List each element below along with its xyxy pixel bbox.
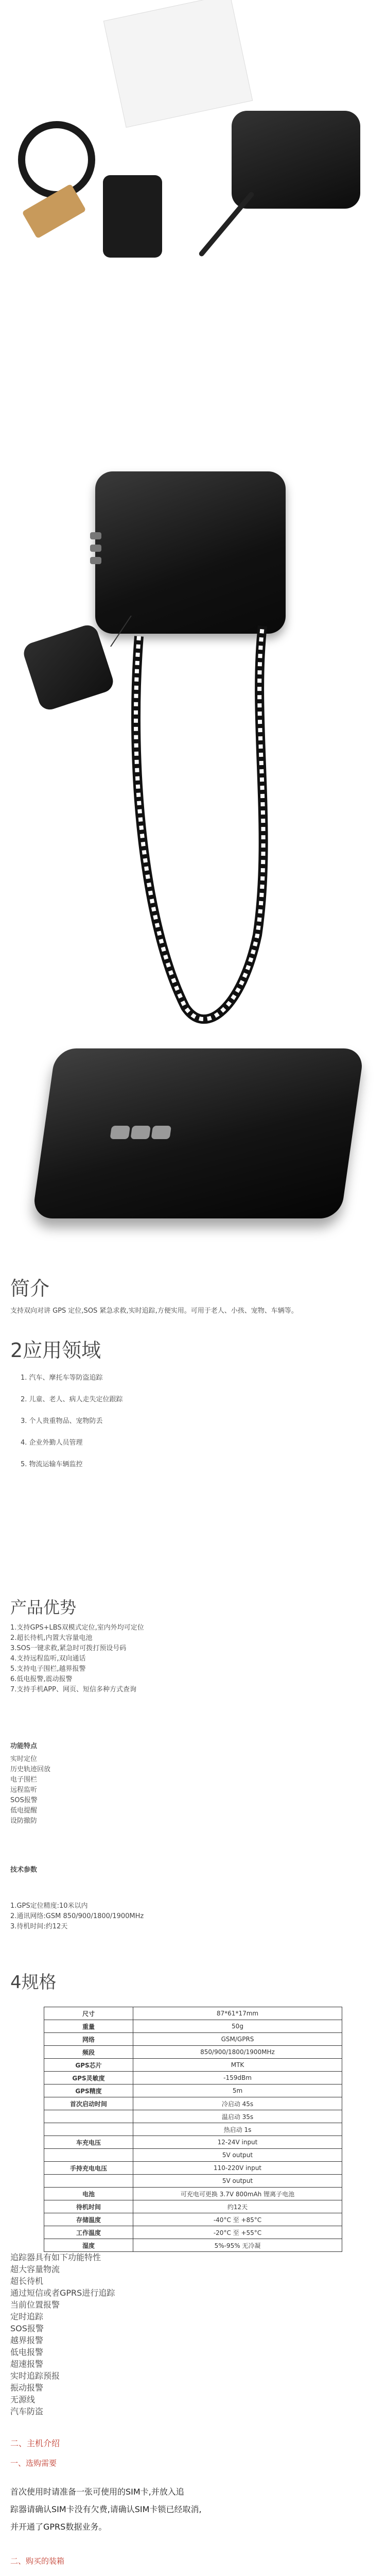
advantage-item: 7.支持手机APP、网页、短信多种方式查询 — [10, 1686, 136, 1693]
spec-row — [44, 2213, 342, 2226]
spec-value: GSM/GPRS — [133, 2033, 342, 2046]
package-photo — [0, 0, 386, 289]
spec-value: 5V output — [133, 2149, 342, 2162]
spec-label — [44, 2123, 133, 2136]
spec-row — [44, 2200, 342, 2213]
usb-cable-image — [18, 121, 95, 198]
spec-heading: 4规格 — [10, 1972, 57, 1993]
function-item: 定时追踪 — [10, 2312, 44, 2321]
advantage-item: 3.SOS一键求救,紧急时可拨打预设号码 — [10, 1645, 127, 1652]
feature-item: 设防撤防 — [10, 1817, 38, 1825]
spec-label: 电池 — [44, 2188, 133, 2200]
application-item: 2. 儿童、老人、病人走失定位跟踪 — [21, 1396, 123, 1403]
feature-item: 电子围栏 — [10, 1776, 38, 1784]
feature-item: SOS报警 — [10, 1797, 38, 1804]
spec-value: 5m — [133, 2084, 342, 2097]
spec-label: 网络 — [44, 2033, 133, 2046]
spec-label: 首次启动时间 — [44, 2097, 133, 2110]
tech-note: 3.待机时间:约12天 — [10, 1923, 68, 1930]
spec-row — [44, 2149, 342, 2162]
tech-note: 1.GPS定位精度:10米以内 — [10, 1902, 88, 1910]
application-item: 4. 企业外勤人员管理 — [21, 1439, 83, 1447]
applications-list — [21, 1373, 371, 1481]
spec-value: 87*61*17mm — [133, 2007, 342, 2020]
application-item: 3. 个人贵重物品、宠物防丢 — [21, 1417, 103, 1425]
function-item: 实时追踪预报 — [10, 2371, 60, 2381]
spec-label — [44, 2149, 133, 2162]
spec-value: 850/900/1800/1900MHz — [133, 2046, 342, 2059]
packing-heading: 二、购买的装箱 — [10, 2556, 65, 2566]
sim-line: 并开通了GPRS数据业务。 — [10, 2522, 107, 2532]
host-intro-heading: 二、主机介绍 — [10, 2438, 60, 2448]
spec-value: 5V output — [133, 2175, 342, 2188]
feature-item: 低电提醒 — [10, 1807, 38, 1815]
spec-value: 温启动 35s — [133, 2110, 342, 2123]
advantages-list — [10, 1623, 371, 1695]
function-item: 越界报警 — [10, 2335, 44, 2345]
function-item: 超长待机 — [10, 2276, 44, 2286]
spec-row — [44, 2007, 342, 2020]
spec-value: 冷启动 45s — [133, 2097, 342, 2110]
sim-instructions — [10, 2483, 371, 2536]
manual-booklet — [103, 0, 253, 128]
spec-label — [44, 2110, 133, 2123]
function-item: 无源线 — [10, 2395, 36, 2404]
spec-value: -40°C 至 +85°C — [133, 2213, 342, 2226]
spec-label: 车充电压 — [44, 2136, 133, 2149]
function-item: SOS报警 — [10, 2324, 44, 2333]
spec-value: 50g — [133, 2020, 342, 2033]
lanyard-image — [124, 616, 278, 1038]
application-item: 5. 物流运输车辆监控 — [21, 1461, 83, 1468]
spec-value: 110-220V input — [133, 2162, 342, 2175]
features-list — [10, 1754, 371, 1826]
spec-row — [44, 2097, 342, 2110]
tech-note: 2.通讯网络:GSM 850/900/1800/1900MHz — [10, 1912, 144, 1920]
spec-label: 工作温度 — [44, 2226, 133, 2239]
sim-line: 踪器请确认SIM卡没有欠费,请确认SIM卡锁已经取消, — [10, 2504, 202, 2514]
spec-row — [44, 2020, 342, 2033]
spec-row — [44, 2226, 342, 2239]
charger-image — [103, 175, 162, 258]
spec-value: MTK — [133, 2059, 342, 2072]
spec-label: GPS精度 — [44, 2084, 133, 2097]
advantage-item: 2.超长待机,内置大容量电池 — [10, 1634, 93, 1642]
advantage-item: 1.支持GPS+LBS双模式定位,室内外均可定位 — [10, 1624, 144, 1632]
applications-heading: 2应用领域 — [10, 1339, 101, 1362]
spec-label: 频段 — [44, 2046, 133, 2059]
lanyard-string-image — [100, 616, 142, 652]
function-item: 当前位置报警 — [10, 2300, 60, 2310]
advantages-heading: 产品优势 — [10, 1598, 77, 1617]
tech-notes-list — [10, 1901, 371, 1932]
advantage-item: 5.支持电子围栏,越界报警 — [10, 1665, 86, 1673]
spec-label: GPS芯片 — [44, 2059, 133, 2072]
function-item: 汽车防盗 — [10, 2406, 44, 2416]
spec-value: 可充电可更换 3.7V 800mAh 锂离子电池 — [133, 2188, 342, 2200]
spec-value: 5%-95% 无冷凝 — [133, 2239, 342, 2252]
spec-row — [44, 2188, 342, 2200]
feature-item: 远程监听 — [10, 1786, 38, 1794]
spec-value: -20°C 至 +55°C — [133, 2226, 342, 2239]
spec-label: 湿度 — [44, 2239, 133, 2252]
intro-heading: 简介 — [10, 1277, 50, 1300]
application-item: 1. 汽车、摩托车等防盗追踪 — [21, 1374, 103, 1382]
function-item: 低电报警 — [10, 2347, 44, 2357]
spec-row — [44, 2239, 342, 2252]
spec-row — [44, 2084, 342, 2097]
spec-label: 尺寸 — [44, 2007, 133, 2020]
tech-notes-heading: 技术参数 — [10, 1866, 38, 1874]
advantage-item: 6.低电报警,震动报警 — [10, 1675, 73, 1683]
spec-value: 热启动 1s — [133, 2123, 342, 2136]
spec-row — [44, 2123, 342, 2136]
function-item: 通过短信或者GPRS进行追踪 — [10, 2288, 115, 2298]
spec-row — [44, 2072, 342, 2084]
spec-label: 手持充电电压 — [44, 2162, 133, 2175]
spec-label: GPS灵敏度 — [44, 2072, 133, 2084]
spec-row — [44, 2110, 342, 2123]
spec-value: 约12天 — [133, 2200, 342, 2213]
purchase-needs-heading: 一、选购需要 — [10, 2459, 57, 2468]
advantage-item: 4.支持远程监听,双向通话 — [10, 1655, 86, 1663]
spec-table — [44, 2007, 342, 2252]
features-heading: 功能特点 — [10, 1742, 38, 1750]
tracker-front-image — [95, 471, 286, 634]
tracker-angle-image — [32, 1048, 364, 1218]
functions-list — [10, 2251, 371, 2417]
spec-row — [44, 2175, 342, 2188]
feature-item: 历史轨迹回放 — [10, 1766, 51, 1773]
screwdriver-image — [198, 191, 255, 258]
function-item: 超大容量物流 — [10, 2264, 60, 2274]
spec-row — [44, 2046, 342, 2059]
spec-label: 重量 — [44, 2020, 133, 2033]
spec-row — [44, 2033, 342, 2046]
spec-value: 12-24V input — [133, 2136, 342, 2149]
spec-row — [44, 2162, 342, 2175]
spec-label: 待机时间 — [44, 2200, 133, 2213]
feature-item: 实时定位 — [10, 1755, 38, 1763]
intro-text: 支持双向对讲 GPS 定位,SOS 紧急求救,实时追踪,方便实用。可用于老人、小孩、宠物、车辆等。 — [10, 1307, 298, 1315]
spec-label — [44, 2175, 133, 2188]
function-item: 振动报警 — [10, 2383, 44, 2393]
function-item: 追踪器具有如下功能特性 — [10, 2252, 101, 2262]
function-item: 超速报警 — [10, 2359, 44, 2369]
spec-row — [44, 2059, 342, 2072]
spec-value: -159dBm — [133, 2072, 342, 2084]
sim-line: 首次使用时请准备一张可使用的SIM卡,并放入追 — [10, 2487, 184, 2497]
spec-label: 存储温度 — [44, 2213, 133, 2226]
spec-row — [44, 2136, 342, 2149]
